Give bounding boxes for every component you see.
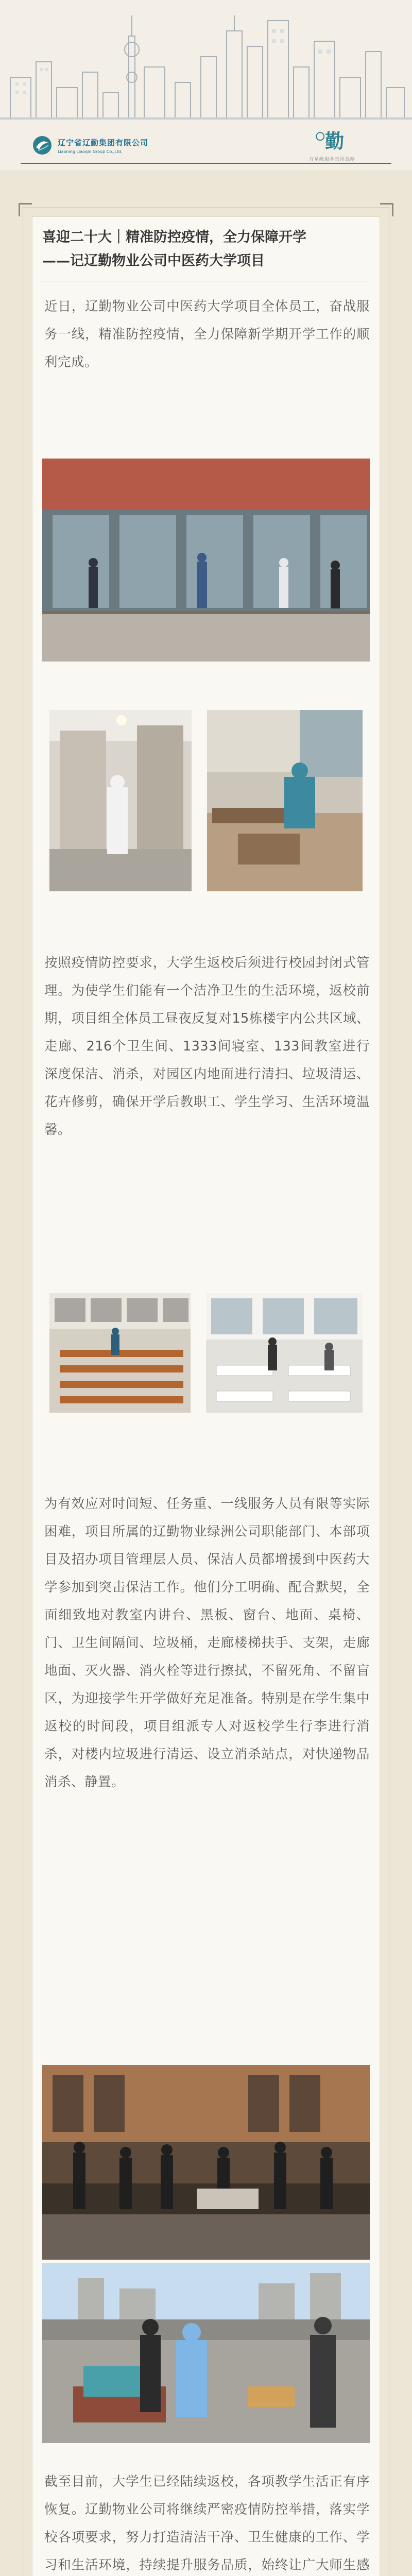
article-title-line2: ——记辽勤物业公司中医药大学项目 <box>42 253 265 269</box>
article-paragraph: 为有效应对时间短、任务重、一线服务人员有限等实际困难，项目所属的辽勤物业绿洲公司职能部门、本部项目及招办项目管理层人员、保洁人员都增援到中医药大学参加到突击保洁工作。他们分工明确、配合默契，全面细致地对教室内讲台、黑板、窗台、地面、桌椅、门、卫生间隔间、垃圾桶，走廊楼梯扶手、支架，走廊地面、灭火器、消火栓等进行擦拭，不留死角、不留盲区，为迎接学生开学做好充足准备。特别是在学生集中返校的时间段，项目组派专人对返校学生行李进行消杀，对楼内垃圾进行清运、设立消杀站点，对快递物品消杀、静置。 <box>44 1496 370 1790</box>
brand-calligraphy-icon <box>288 127 376 156</box>
article-paragraph: 近日，辽勤物业公司中医药大学项目全体员工，奋战服务一线，精准防控疫情，全力保障新学期开学工作的顺利完成。 <box>44 299 370 370</box>
city-skyline-illustration <box>0 0 412 124</box>
company-name-en: Liaoning Liaoqin Group Co.,Ltd. <box>58 149 123 154</box>
frame-corner-top-right <box>380 203 393 216</box>
photo-disinfecting-luggage-cart <box>42 2263 370 2443</box>
company-name-cn: 辽宁省辽勤集团有限公司 <box>58 138 149 147</box>
company-logo <box>32 135 148 156</box>
article-paragraph: 按照疫情防控要求，大学生返校后须进行校园封闭式管理。为使学生们能有一个洁净卫生的生活环境，返校前期，项目组全体员工昼夜反复对15栋楼宇内公共区域、走廊、216个卫生间、1333间寝室、133间教室进行深度保洁、消杀，对园区内地面进行清扫、垃圾清运、花卉修剪，确保开学后教职工、学生学习、生活环境温馨。 <box>44 955 370 1138</box>
photo-staff-mopping-entrance <box>42 459 370 662</box>
header-banner <box>0 0 412 170</box>
service-brand-logo <box>288 127 376 163</box>
photo-cleaning-classroom-desks <box>206 1293 363 1413</box>
article-title <box>42 226 372 273</box>
photo-night-luggage-disinfection <box>42 2065 370 2260</box>
brand-mark-text: 勤 <box>325 130 345 153</box>
photo-cleaning-lecture-hall <box>49 1293 191 1413</box>
frame-corner-top-left <box>19 203 32 216</box>
brand-slogan: 万星级服务集团战略 <box>308 157 355 162</box>
company-logo-icon <box>32 135 53 156</box>
header-divider <box>21 163 391 164</box>
article-title-line1: 喜迎二十大｜精准防控疫情，全力保障开学 <box>42 229 306 245</box>
article-paragraph: 截至目前，大学生已经陆续返校，各项教学生活正有序恢复。辽勤物业公司将继续严密疫情防控举措，落实学校各项要求，努力打造清洁干净、卫生健康的工作、学习和生活环境，持续提升服务品质，始终让广大师生感 <box>44 2474 370 2573</box>
photo-staff-protective-suit-hallway <box>49 710 192 891</box>
photo-staff-wiping-desk <box>207 710 363 891</box>
